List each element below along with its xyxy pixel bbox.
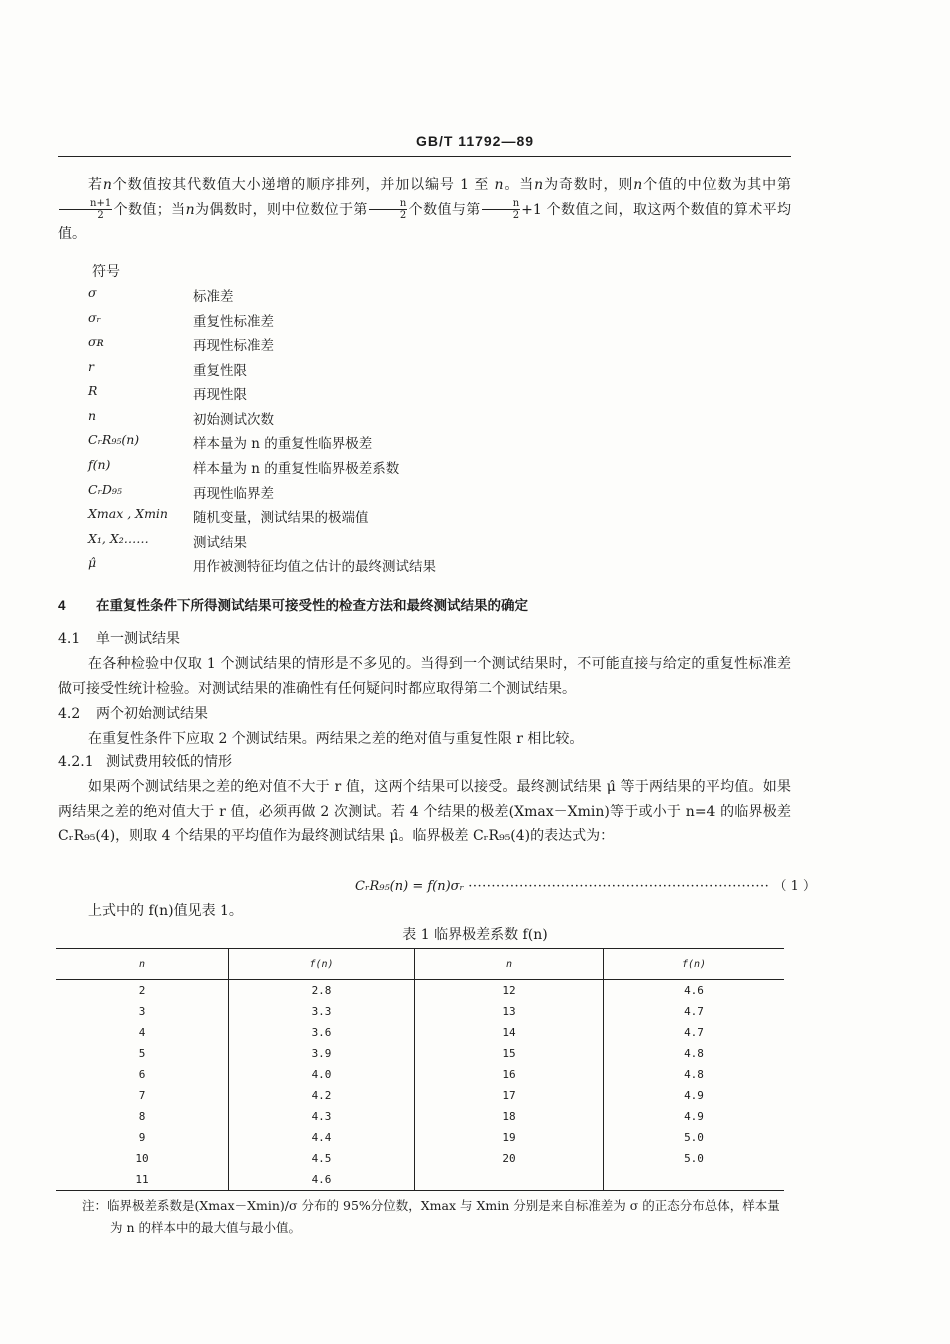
table-row: 10 4.5 20 5.0 [56,1148,784,1169]
fraction-even-b: $\frac{n}{2}$ [482,198,520,221]
col-header-fn-left: f(n) [229,949,415,980]
section-4-2-text: 在重复性条件下应取 2 个测试结果。两结果之差的绝对值与重复性限 r 相比较。 [88,731,584,747]
symbols-title: 符号 [92,264,120,280]
table-row: 11 4.6 [56,1169,784,1191]
section-4-2-1-heading: 4.2.1 测试费用较低的情形 [58,754,232,770]
col-header-n-right: n [415,949,604,980]
critical-range-factor-table [56,948,784,1191]
formula-leader-dots: ································································· [468,879,770,894]
table-row: 2 2.8 12 4.6 [56,980,784,1002]
header-rule [58,156,791,157]
section-4-1-text: 在各种检验中仅取 1 个测试结果的情形是不多见的。当得到一个测试结果时，不可能直接与给定的重复性标准差做可接受性统计检验。对测试结果的准确性有任何疑问时都应取得第二个测试结果。 [58,656,791,697]
table-header-row [56,949,784,980]
formula-expression: CᵣR₉₅(n) = f(n)σᵣ [355,879,465,894]
table-1-title: 表 1 临界极差系数 f(n) [402,927,548,943]
median-paragraph: 若n个数值按其代数值大小递增的顺序排列，并加以编号 1 至 n。当n为奇数时，则n个值的中位数为其中第 $\frac{n+1}{2}$ 个数值；当n为偶数时，则中位数位于第 $\frac{n}{2}$ 个数值与第 $\frac{n}{2}$ +1 个数值之间，取这两个数值的算术平均值。 [58,177,792,242]
table-row: 4 3.6 14 4.7 [56,1022,784,1043]
table-reference-text: 上式中的 f(n)值见表 1。 [88,903,243,919]
fraction-even-a: $\frac{n}{2}$ [369,198,407,221]
fraction-odd: $\frac{n+1}{2}$ [59,198,112,221]
table-row: 7 4.2 17 4.9 [56,1085,784,1106]
formula-number: （ 1 ） [773,879,816,894]
table-row: 5 3.9 15 4.8 [56,1043,784,1064]
section-4-heading: 4 在重复性条件下所得测试结果可接受性的检查方法和最终测试结果的确定 [58,598,528,613]
note-line-2: 为 n 的样本中的最大值与最小值。 [110,1220,301,1235]
section-4-2-1-text: 如果两个测试结果之差的绝对值不大于 r 值，这两个结果可以接受。最终测试结果 μ̂ 等于两结果的平均值。如果两结果之差的绝对值大于 r 值，必须再做 2 次测试。若 4 个结果的极差(Xmax－Xmin)等于或小于 n=4 的临界极差 CᵣR₉₅(4)，则取 4 个结果的平均值作为最终测试结果 μ̂。临界极差 CᵣR₉₅(4)的表达式为： [58,779,791,844]
col-header-fn-right: f(n) [604,949,785,980]
section-4-1-heading: 4.1 单一测试结果 [58,631,180,647]
document-page: GB/T 11792—89 若n个数值按其代数值大小递增的顺序排列，并加以编号 1 至 n。当n为奇数时，则n个值的中位数为其中第 $\frac{n+1}{2}$ 个数值；当n为偶数时，则中位数位于第 $\frac{n}{2}$ 个数值与第 $\frac{n}{2}$ +1 个数值之间，取这两个数值的算术平均值。 符号 σ 标准差 σᵣ 重复性标准差 σʀ 再现性标准差 r 重复性限 R 再现性限 n 初始测试次数 CᵣR₉₅(n) 样本量为 n 的重复性临界极差 f(n) 样本量为 n 的重复性临界极差系数 CᵣD₉₅ 再现性临界差 Xmax , Xmin 随机变量，测试结果的极端值 X₁, X₂…… 测试结果 μ̂ 用作被测特征均值之估计的最终测试结果 4 在重复性条件下所得测试结果可接受性的检查方法和最终测试结果的确定 4.1 单一测试结果 在各种检验中仅取 1 个测试结果的情形是不多见的。当得到一个测试结果时，不可能直接与给定的重复性标准差做可接受性统计检验。对测试结果的准确性有任何疑问时都应取得第二个测试结果。 4.2 两个初始测试结果 在重复性条件下应取 2 个测试结果。两结果之差的绝对值与重复性限 r 相比较。 4.2.1 测试费用较低的情形 如果两个测试结果之差的绝对值不大于 r 值，这两个结果可以接受。最终测试结果 μ̂ 等于两结果的平均值。如果两结果之差的绝对值大于 r 值，必须再做 2 次测试。若 4 个结果的极差(Xmax－Xmin)等于或小于 n=4 的临界极差 CᵣR₉₅(4)，则取 4 个结果的平均值作为最终测试结果 μ̂。临界极差 CᵣR₉₅(4)的表达式为： CᵣR₉₅(n) = f(n)σᵣ ································································· （ 1 ） 上式中的 f(n)值见表 1。 表 1 临界极差系数 f(n) n f(n) n f(n) 2 2.8 12 4.6 3 3.3 13 4.7 4 3.6 14 4.7 5 3.9 15 4.8 6 4.0 16 4.8 7 4.2 17 4.9 8 4.3 18 4.9 9 4.4 19 5.0 10 4.5 20 5.0 11 4.6 注：临界极差系数是(Xmax－Xmin)/σ 分布的 95%分位数，Xmax 与 Xmin 分别是来自标准差为 σ 的正态分布总体，样本量 为 n 的样本中的最大值与最小值。 [0,0,950,1344]
standard-code-header: GB/T 11792—89 [415,133,535,149]
table-row: 9 4.4 19 5.0 [56,1127,784,1148]
section-4-2-heading: 4.2 两个初始测试结果 [58,706,208,722]
table-note [82,1195,790,1239]
table-row: 8 4.3 18 4.9 [56,1106,784,1127]
formula-1 [355,875,816,894]
table-row: 6 4.0 16 4.8 [56,1064,784,1085]
col-header-n-left: n [56,949,229,980]
table-row: 3 3.3 13 4.7 [56,1001,784,1022]
note-line-1: 注：临界极差系数是(Xmax－Xmin)/σ 分布的 95%分位数，Xmax 与 Xmin 分别是来自标准差为 σ 的正态分布总体，样本量 [82,1198,780,1213]
